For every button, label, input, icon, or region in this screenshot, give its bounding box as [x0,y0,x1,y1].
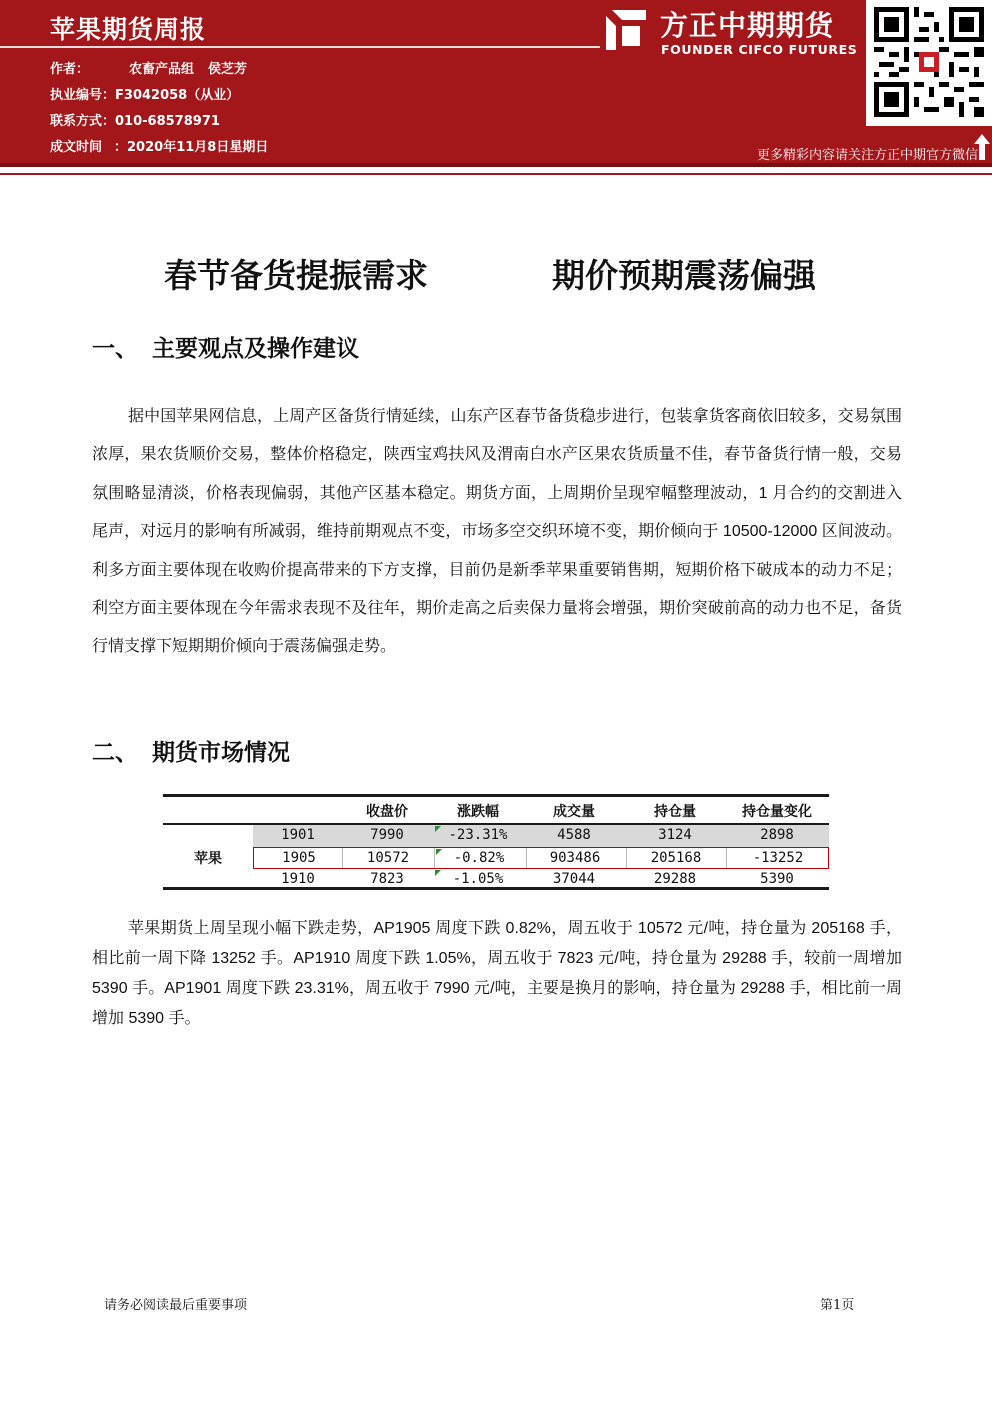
cell-divider [626,848,627,868]
table-header-row [163,797,829,823]
license-value: F3042058（从业） [115,88,240,103]
arrow-up-icon [974,134,990,160]
cell-divider [434,848,435,868]
header-divider [0,46,600,48]
summary-paragraph: 据中国苹果网信息，上周产区备货行情延续，山东产区春节备货稳步进行，包装拿货客商依旧较多，交易氛围浓厚，果农货顺价交易，整体价格稳定，陕西宝鸡扶风及渭南白水产区果农货质量不佳，春节备货行情一般，交易氛围略显清淡，价格表现偏弱，其他产区基本稳定。期货方面，上周期价呈现窄幅整理波动，1 月合约的交割进入尾声，对远月的影响有所减弱，维持前期观点不变，市场多空交织环境不变，期价倾向于 10500-12000 区间波动。利多方面主要体现在收购价提高带来的下方支撑，目前仍是新季苹果重要销售期，短期价格下破成本的动力不足；利空方面主要体现在今年需求表现不及往年，期价走高之后卖保力量将会增强，期价突破前高的动力也不足，备货行情支撑下短期期价倾向于震荡偏强走势。 [92,408,902,656]
cell-note-marker-icon [435,870,441,876]
cell-change: -1.05% [452,871,504,887]
report-title: 苹果期货周报 [50,15,207,44]
cell-note-marker-icon [436,849,442,855]
section-number: 一、 [92,336,138,362]
table-row [253,825,829,847]
section-number: 二、 [92,740,138,766]
cell-contract: 1910 [281,871,315,887]
cell-note-marker-icon [435,826,441,832]
follow-wechat-text: 更多精彩内容请关注方正中期官方微信 [756,148,978,163]
contact-label: 联系方式： [50,114,116,129]
header-open-interest: 持仓量 [654,804,696,820]
cell-volume: 903486 [549,850,601,866]
futures-market-table [163,794,829,890]
table-row [253,869,829,891]
row-group-label: 苹果 [194,850,222,867]
cell-contract: 1905 [282,850,316,866]
header-thin-rule [0,173,992,175]
section-title: 期货市场情况 [152,740,290,766]
cell-divider [342,848,343,868]
cell-contract: 1901 [281,827,315,843]
date-label: 成文时间 [50,140,103,155]
author-name: 侯芝芳 [208,62,248,77]
cell-volume: 4588 [557,827,591,843]
brand-name-en: FOUNDER CIFCO FUTURES [661,42,858,57]
header-oi-change: 持仓量变化 [742,804,812,820]
table-row [253,847,829,869]
section-heading-2 [92,734,290,767]
cell-divider [526,848,527,868]
cell-oi: 29288 [653,871,697,887]
cell-oi: 205168 [650,850,702,866]
license-line [50,84,239,103]
brand-name-cn: 方正中期期货 [660,9,835,42]
contact-value: 010-68578971 [115,114,220,129]
header-close: 收盘价 [366,804,408,820]
footer-notice: 请务必阅读最后重要事项 [104,1298,248,1313]
market-commentary-paragraph: 苹果期货上周呈现小幅下跌走势，AP1905 周度下跌 0.82%，周五收于 10572 元/吨，持仓量为 205168 手，相比前一周下降 13252 手。AP1910 周度下跌 1.05%，周五收于 7823 元/吨，持仓量为 29288 手，较前一周增加 5390 手。AP1901 周度下跌 23.31%，周五收于 7990 元/吨，主要是换月的影响，持仓量为 29288 手，相比前一周增加 5390 手。 [92,920,902,1027]
cell-change: -0.82% [453,850,505,866]
date-line [50,136,268,155]
cell-oi-change: 5390 [760,871,794,887]
page-number: 第1页 [820,1298,855,1313]
cell-oi-change: -13252 [752,850,804,866]
author-label: 作者： [50,62,90,77]
title-part-1: 春节备货提振需求 [164,256,428,295]
contact-line [50,110,220,129]
header-bottom-rule [0,163,992,167]
license-label: 执业编号： [50,88,116,103]
qr-code-icon [874,6,984,118]
cell-oi: 3124 [658,827,692,843]
report-header [0,0,992,163]
founder-logo-icon [602,6,650,54]
author-group: 农畜产品组 [129,62,195,77]
cell-volume: 37044 [552,871,596,887]
cell-divider [726,848,727,868]
section-title: 主要观点及操作建议 [152,336,359,362]
author-line [50,58,247,77]
report-main-title [0,250,992,294]
header-volume: 成交量 [553,804,595,820]
section-heading-1 [92,330,359,363]
date-value: ：2020年11月8日星期日 [114,140,269,155]
cell-oi-change: 2898 [760,827,794,843]
cell-change: -23.31% [448,827,508,843]
cell-close: 7990 [370,827,404,843]
cell-close: 10572 [366,850,410,866]
title-part-2: 期价预期震荡偏强 [552,256,816,295]
wechat-qr-code[interactable] [866,0,992,126]
header-change: 涨跌幅 [457,804,499,820]
cell-close: 7823 [370,871,404,887]
